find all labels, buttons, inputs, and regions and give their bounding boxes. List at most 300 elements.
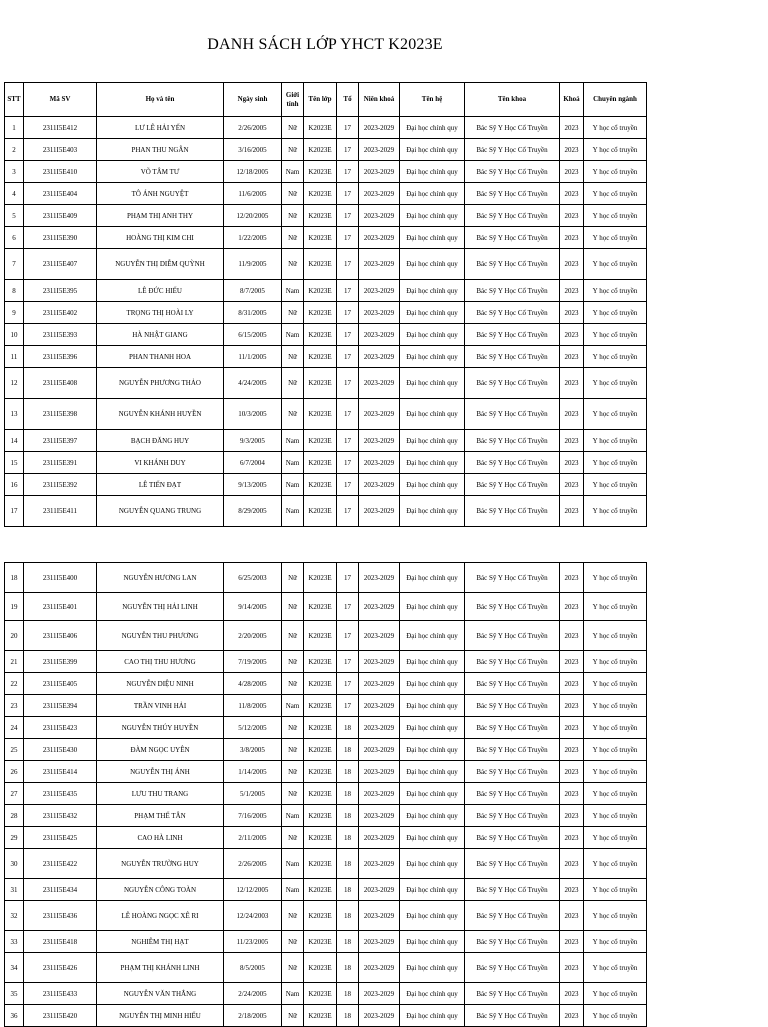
table-cell: VI KHÁNH DUY — [97, 452, 224, 474]
table-cell: Đại học chính quy — [400, 346, 465, 368]
table-cell: 2023 — [560, 593, 584, 621]
table-cell: K2023E — [304, 399, 337, 430]
table-cell: 17 — [337, 399, 359, 430]
table-body-part-1 — [5, 117, 647, 527]
table-cell: Bác Sỹ Y Học Cổ Truyền — [465, 302, 560, 324]
table-cell: BẠCH ĐĂNG HUY — [97, 430, 224, 452]
table-row — [5, 849, 647, 879]
table-cell: PHẠM THỊ KHÁNH LINH — [97, 953, 224, 983]
table-cell: PHẠM THỊ ANH THY — [97, 205, 224, 227]
table-cell: Nam — [282, 324, 304, 346]
table-cell: 2023-2029 — [359, 563, 400, 593]
table-cell: Y học cổ truyền — [584, 324, 647, 346]
table-cell: K2023E — [304, 249, 337, 280]
table-cell: 2023-2029 — [359, 901, 400, 931]
table-cell: 28 — [5, 805, 24, 827]
table-cell: Đại học chính quy — [400, 827, 465, 849]
table-cell: 12/20/2005 — [224, 205, 282, 227]
table-cell: Đại học chính quy — [400, 651, 465, 673]
table-cell: 3/8/2005 — [224, 739, 282, 761]
table-cell: 2311I5E435 — [24, 783, 97, 805]
student-table-part-1 — [4, 82, 647, 527]
table-cell: NGHIÊM THỊ HẠT — [97, 931, 224, 953]
table-cell: PHAN THANH HOA — [97, 346, 224, 368]
table-cell: 17 — [337, 205, 359, 227]
table-cell: Y học cổ truyền — [584, 346, 647, 368]
table-cell: Nữ — [282, 621, 304, 651]
table-cell: 10 — [5, 324, 24, 346]
table-cell: 2023-2029 — [359, 324, 400, 346]
table-cell: 2023-2029 — [359, 739, 400, 761]
table-cell: Bác Sỹ Y Học Cổ Truyền — [465, 621, 560, 651]
table-cell: 2023 — [560, 563, 584, 593]
table-cell: Y học cổ truyền — [584, 983, 647, 1005]
column-header: Tổ — [337, 83, 359, 117]
table-cell: Nữ — [282, 931, 304, 953]
table-cell: 2311I5E402 — [24, 302, 97, 324]
table-cell: K2023E — [304, 593, 337, 621]
table-cell: 17 — [337, 496, 359, 527]
table-cell: K2023E — [304, 761, 337, 783]
table-cell: Đại học chính quy — [400, 474, 465, 496]
table-cell: Đại học chính quy — [400, 205, 465, 227]
table-row — [5, 474, 647, 496]
table-cell: 17 — [337, 651, 359, 673]
table-cell: 9/13/2005 — [224, 474, 282, 496]
table-cell: Đại học chính quy — [400, 563, 465, 593]
table-cell: LÊ TIẾN ĐẠT — [97, 474, 224, 496]
table-cell: 4/28/2005 — [224, 673, 282, 695]
table-cell: K2023E — [304, 651, 337, 673]
table-cell: Bác Sỹ Y Học Cổ Truyền — [465, 983, 560, 1005]
table-cell: 18 — [337, 849, 359, 879]
table-cell: 2023 — [560, 399, 584, 430]
table-cell: Y học cổ truyền — [584, 717, 647, 739]
table-cell: 2023-2029 — [359, 827, 400, 849]
table-cell: Nữ — [282, 783, 304, 805]
table-cell: 11 — [5, 346, 24, 368]
table-cell: Bác Sỹ Y Học Cổ Truyền — [465, 695, 560, 717]
table-cell: 2023-2029 — [359, 346, 400, 368]
column-header: Chuyên ngành — [584, 83, 647, 117]
table-cell: NGUYỄN THỊ ÁNH — [97, 761, 224, 783]
table-cell: 2023 — [560, 324, 584, 346]
table-cell: Y học cổ truyền — [584, 117, 647, 139]
table-cell: 2023-2029 — [359, 452, 400, 474]
table-cell: 17 — [337, 346, 359, 368]
table-cell: Nam — [282, 695, 304, 717]
table-cell: Đại học chính quy — [400, 931, 465, 953]
table-cell: 2023 — [560, 651, 584, 673]
table-cell: Nữ — [282, 139, 304, 161]
table-cell: Đại học chính quy — [400, 183, 465, 205]
table-cell: Nam — [282, 452, 304, 474]
table-cell: 5/12/2005 — [224, 717, 282, 739]
table-cell: Bác Sỹ Y Học Cổ Truyền — [465, 651, 560, 673]
table-cell: 36 — [5, 1005, 24, 1027]
table-cell: 2311I5E397 — [24, 430, 97, 452]
table-cell: Y học cổ truyền — [584, 563, 647, 593]
table-cell: K2023E — [304, 695, 337, 717]
table-row — [5, 227, 647, 249]
table-cell: Đại học chính quy — [400, 117, 465, 139]
table-cell: Nữ — [282, 117, 304, 139]
table-cell: Đại học chính quy — [400, 673, 465, 695]
table-cell: Bác Sỹ Y Học Cổ Truyền — [465, 139, 560, 161]
table-cell: NGUYỄN THỊ MINH HIẾU — [97, 1005, 224, 1027]
table-cell: Nam — [282, 496, 304, 527]
table-row — [5, 761, 647, 783]
table-cell: Y học cổ truyền — [584, 593, 647, 621]
table-cell: 2311I5E395 — [24, 280, 97, 302]
table-cell: 2023-2029 — [359, 761, 400, 783]
table-cell: Đại học chính quy — [400, 302, 465, 324]
table-cell: K2023E — [304, 783, 337, 805]
table-cell: 2023-2029 — [359, 621, 400, 651]
table-cell: Đại học chính quy — [400, 901, 465, 931]
table-cell: 2023-2029 — [359, 673, 400, 695]
table-cell: Đại học chính quy — [400, 761, 465, 783]
table-cell: 2311I5E404 — [24, 183, 97, 205]
table-cell: Y học cổ truyền — [584, 280, 647, 302]
table-cell: K2023E — [304, 302, 337, 324]
table-cell: K2023E — [304, 280, 337, 302]
table-cell: Đại học chính quy — [400, 783, 465, 805]
table-cell: Y học cổ truyền — [584, 183, 647, 205]
table-cell: 2023 — [560, 474, 584, 496]
table-cell: K2023E — [304, 739, 337, 761]
table-cell: Bác Sỹ Y Học Cổ Truyền — [465, 953, 560, 983]
table-cell: 11/9/2005 — [224, 249, 282, 280]
table-cell: 2311I5E391 — [24, 452, 97, 474]
table-cell: K2023E — [304, 324, 337, 346]
table-cell: 2023-2029 — [359, 695, 400, 717]
table-cell: 18 — [337, 783, 359, 805]
table-cell: K2023E — [304, 346, 337, 368]
table-cell: K2023E — [304, 879, 337, 901]
table-cell: K2023E — [304, 621, 337, 651]
table-cell: K2023E — [304, 717, 337, 739]
table-cell: 2311I5E412 — [24, 117, 97, 139]
table-cell: 12/24/2003 — [224, 901, 282, 931]
table-cell: 17 — [337, 161, 359, 183]
table-cell: 2/20/2005 — [224, 621, 282, 651]
table-cell: 2023-2029 — [359, 280, 400, 302]
table-cell: 2023-2029 — [359, 496, 400, 527]
table-row — [5, 901, 647, 931]
table-cell: 2311I5E396 — [24, 346, 97, 368]
table-cell: 30 — [5, 849, 24, 879]
table-cell: K2023E — [304, 117, 337, 139]
table-cell: Nam — [282, 849, 304, 879]
table-cell: Đại học chính quy — [400, 496, 465, 527]
table-cell: 2311I5E423 — [24, 717, 97, 739]
table-cell: K2023E — [304, 953, 337, 983]
table-cell: 2311I5E393 — [24, 324, 97, 346]
column-header: Tên khoa — [465, 83, 560, 117]
table-cell: 2311I5E411 — [24, 496, 97, 527]
table-cell: K2023E — [304, 849, 337, 879]
table-cell: Y học cổ truyền — [584, 783, 647, 805]
table-cell: Nữ — [282, 183, 304, 205]
table-cell: 11/8/2005 — [224, 695, 282, 717]
table-cell: 18 — [337, 931, 359, 953]
table-cell: 2311I5E401 — [24, 593, 97, 621]
table-cell: Y học cổ truyền — [584, 931, 647, 953]
table-cell: 2/24/2005 — [224, 983, 282, 1005]
table-cell: 2023-2029 — [359, 249, 400, 280]
table-cell: K2023E — [304, 805, 337, 827]
table-cell: 11/1/2005 — [224, 346, 282, 368]
table-cell: 17 — [337, 593, 359, 621]
table-cell: 2023-2029 — [359, 399, 400, 430]
table-cell: 2023-2029 — [359, 1005, 400, 1027]
table-cell: 17 — [337, 695, 359, 717]
table-cell: Đại học chính quy — [400, 1005, 465, 1027]
table-cell: 2023 — [560, 183, 584, 205]
table-cell: PHẠM THẾ TÂN — [97, 805, 224, 827]
table-cell: 8/31/2005 — [224, 302, 282, 324]
table-cell: 2023 — [560, 717, 584, 739]
table-cell: 1 — [5, 117, 24, 139]
table-cell: HOÀNG THỊ KIM CHI — [97, 227, 224, 249]
table-row — [5, 430, 647, 452]
table-cell: 18 — [337, 717, 359, 739]
table-cell: 18 — [337, 983, 359, 1005]
table-cell: 2023 — [560, 953, 584, 983]
table-cell: LÊ HOÀNG NGỌC XÊ RI — [97, 901, 224, 931]
table-cell: 2023-2029 — [359, 983, 400, 1005]
table-cell: 2023 — [560, 249, 584, 280]
table-cell: HÀ NHẬT GIANG — [97, 324, 224, 346]
table-cell: Bác Sỹ Y Học Cổ Truyền — [465, 783, 560, 805]
table-cell: Đại học chính quy — [400, 324, 465, 346]
table-cell: 2/26/2005 — [224, 849, 282, 879]
table-cell: 12/12/2005 — [224, 879, 282, 901]
table-cell: 1/14/2005 — [224, 761, 282, 783]
table-cell: Y học cổ truyền — [584, 953, 647, 983]
table-cell: K2023E — [304, 496, 337, 527]
table-cell: 2023 — [560, 739, 584, 761]
table-cell: 17 — [337, 324, 359, 346]
table-cell: 2023-2029 — [359, 368, 400, 399]
table-cell: Nữ — [282, 761, 304, 783]
table-cell: 2311I5E394 — [24, 695, 97, 717]
table-cell: Y học cổ truyền — [584, 761, 647, 783]
table-row — [5, 621, 647, 651]
table-cell: Nữ — [282, 227, 304, 249]
table-cell: 17 — [337, 302, 359, 324]
table-cell: K2023E — [304, 430, 337, 452]
table-cell: 29 — [5, 827, 24, 849]
column-header: Niên khoá — [359, 83, 400, 117]
table-cell: 2311I5E405 — [24, 673, 97, 695]
table-cell: Nữ — [282, 953, 304, 983]
table-row — [5, 368, 647, 399]
table-row — [5, 717, 647, 739]
table-cell: 2023 — [560, 673, 584, 695]
table-cell: 2023 — [560, 879, 584, 901]
table-cell: 2023-2029 — [359, 879, 400, 901]
table-cell: 17 — [337, 249, 359, 280]
table-cell: 5/1/2005 — [224, 783, 282, 805]
table-cell: 21 — [5, 651, 24, 673]
table-cell: 6/25/2003 — [224, 563, 282, 593]
table-cell: NGUYỄN CÔNG TOÀN — [97, 879, 224, 901]
table-cell: Bác Sỹ Y Học Cổ Truyền — [465, 931, 560, 953]
table-cell: TÔ ÁNH NGUYỆT — [97, 183, 224, 205]
table-cell: Bác Sỹ Y Học Cổ Truyền — [465, 879, 560, 901]
table-cell: 2/11/2005 — [224, 827, 282, 849]
table-cell: Đại học chính quy — [400, 695, 465, 717]
table-cell: Nam — [282, 983, 304, 1005]
table-cell: 2311I5E414 — [24, 761, 97, 783]
table-cell: Bác Sỹ Y Học Cổ Truyền — [465, 205, 560, 227]
table-cell: NGUYỄN DIỆU NINH — [97, 673, 224, 695]
table-cell: 2311I5E408 — [24, 368, 97, 399]
table-cell: K2023E — [304, 161, 337, 183]
table-cell: 2311I5E409 — [24, 205, 97, 227]
table-cell: Nam — [282, 474, 304, 496]
page-title: DANH SÁCH LỚP YHCT K2023E — [207, 36, 443, 53]
table-row — [5, 161, 647, 183]
table-cell: 2023 — [560, 205, 584, 227]
table-cell: 2311I5E406 — [24, 621, 97, 651]
table-cell: Nữ — [282, 368, 304, 399]
table-cell: 16 — [5, 474, 24, 496]
table-cell: 17 — [337, 183, 359, 205]
table-cell: Bác Sỹ Y Học Cổ Truyền — [465, 761, 560, 783]
table-cell: 2023 — [560, 496, 584, 527]
table-cell: 27 — [5, 783, 24, 805]
table-row — [5, 249, 647, 280]
table-cell: 2311I5E410 — [24, 161, 97, 183]
table-cell: Nữ — [282, 302, 304, 324]
table-cell: 17 — [337, 368, 359, 399]
table-cell: Nam — [282, 280, 304, 302]
table-cell: Bác Sỹ Y Học Cổ Truyền — [465, 474, 560, 496]
table-cell: K2023E — [304, 452, 337, 474]
table-cell: CAO HÀ LINH — [97, 827, 224, 849]
table-cell: 2023-2029 — [359, 161, 400, 183]
table-cell: 2311I5E398 — [24, 399, 97, 430]
student-table-part-2 — [4, 562, 647, 1027]
table-cell: K2023E — [304, 563, 337, 593]
table-cell: Đại học chính quy — [400, 593, 465, 621]
table-cell: Đại học chính quy — [400, 227, 465, 249]
table-cell: 10/3/2005 — [224, 399, 282, 430]
column-header: Giới tính — [282, 83, 304, 117]
table-cell: Y học cổ truyền — [584, 673, 647, 695]
table-cell: Đại học chính quy — [400, 399, 465, 430]
table-cell: 18 — [337, 805, 359, 827]
table-row — [5, 183, 647, 205]
table-cell: NGUYỄN THỊ HẢI LINH — [97, 593, 224, 621]
table-cell: 2023 — [560, 783, 584, 805]
table-cell: 2023 — [560, 827, 584, 849]
table-cell: Nam — [282, 805, 304, 827]
table-cell: 11/6/2005 — [224, 183, 282, 205]
table-cell: Y học cổ truyền — [584, 496, 647, 527]
table-cell: 12/18/2005 — [224, 161, 282, 183]
table-cell: 2311I5E430 — [24, 739, 97, 761]
table-cell: Bác Sỹ Y Học Cổ Truyền — [465, 673, 560, 695]
table-cell: 2023-2029 — [359, 302, 400, 324]
table-cell: 22 — [5, 673, 24, 695]
table-row — [5, 280, 647, 302]
table-cell: 18 — [337, 901, 359, 931]
table-row — [5, 399, 647, 430]
table-row — [5, 452, 647, 474]
table-cell: Bác Sỹ Y Học Cổ Truyền — [465, 249, 560, 280]
table-cell: Nam — [282, 879, 304, 901]
table-cell: NGUYỄN THÚY HUYỀN — [97, 717, 224, 739]
table-cell: 25 — [5, 739, 24, 761]
table-cell: 2311I5E422 — [24, 849, 97, 879]
table-cell: 2311I5E425 — [24, 827, 97, 849]
table-cell: Bác Sỹ Y Học Cổ Truyền — [465, 593, 560, 621]
table-cell: Nữ — [282, 593, 304, 621]
table-cell: 2311I5E390 — [24, 227, 97, 249]
table-cell: 2/26/2005 — [224, 117, 282, 139]
table-cell: 4/24/2005 — [224, 368, 282, 399]
table-cell: 18 — [337, 953, 359, 983]
table-cell: K2023E — [304, 1005, 337, 1027]
table-cell: Y học cổ truyền — [584, 430, 647, 452]
table-cell: K2023E — [304, 368, 337, 399]
table-cell: 2023-2029 — [359, 430, 400, 452]
table-row — [5, 651, 647, 673]
table-cell: Bác Sỹ Y Học Cổ Truyền — [465, 1005, 560, 1027]
table-cell: 17 — [337, 280, 359, 302]
table-cell: Y học cổ truyền — [584, 227, 647, 249]
table-cell: 2023 — [560, 452, 584, 474]
table-cell: 11/23/2005 — [224, 931, 282, 953]
table-row — [5, 805, 647, 827]
table-cell: 2311I5E426 — [24, 953, 97, 983]
table-cell: Đại học chính quy — [400, 249, 465, 280]
column-header: Mã SV — [24, 83, 97, 117]
table-cell: 2023-2029 — [359, 139, 400, 161]
table-cell: Bác Sỹ Y Học Cổ Truyền — [465, 399, 560, 430]
table-header-row — [5, 83, 647, 117]
table-cell: Y học cổ truyền — [584, 302, 647, 324]
table-cell: 2023-2029 — [359, 117, 400, 139]
table-cell: 18 — [337, 879, 359, 901]
table-cell: 2311I5E436 — [24, 901, 97, 931]
table-cell: 35 — [5, 983, 24, 1005]
table-cell: Y học cổ truyền — [584, 879, 647, 901]
table-cell: 18 — [5, 563, 24, 593]
table-cell: 23 — [5, 695, 24, 717]
column-header: Họ và tên — [97, 83, 224, 117]
table-cell: Nữ — [282, 673, 304, 695]
table-cell: Bác Sỹ Y Học Cổ Truyền — [465, 563, 560, 593]
table-cell: 2023-2029 — [359, 805, 400, 827]
table-cell: 2023 — [560, 302, 584, 324]
table-cell: 2023 — [560, 346, 584, 368]
table-row — [5, 1005, 647, 1027]
table-row — [5, 563, 647, 593]
table-cell: LƯU THU TRANG — [97, 783, 224, 805]
table-cell: 26 — [5, 761, 24, 783]
table-cell: 2311I5E418 — [24, 931, 97, 953]
table-cell: 6 — [5, 227, 24, 249]
table-cell: Bác Sỹ Y Học Cổ Truyền — [465, 227, 560, 249]
table-cell: 8/5/2005 — [224, 953, 282, 983]
table-cell: 2311I5E433 — [24, 983, 97, 1005]
table-cell: 8/29/2005 — [224, 496, 282, 527]
